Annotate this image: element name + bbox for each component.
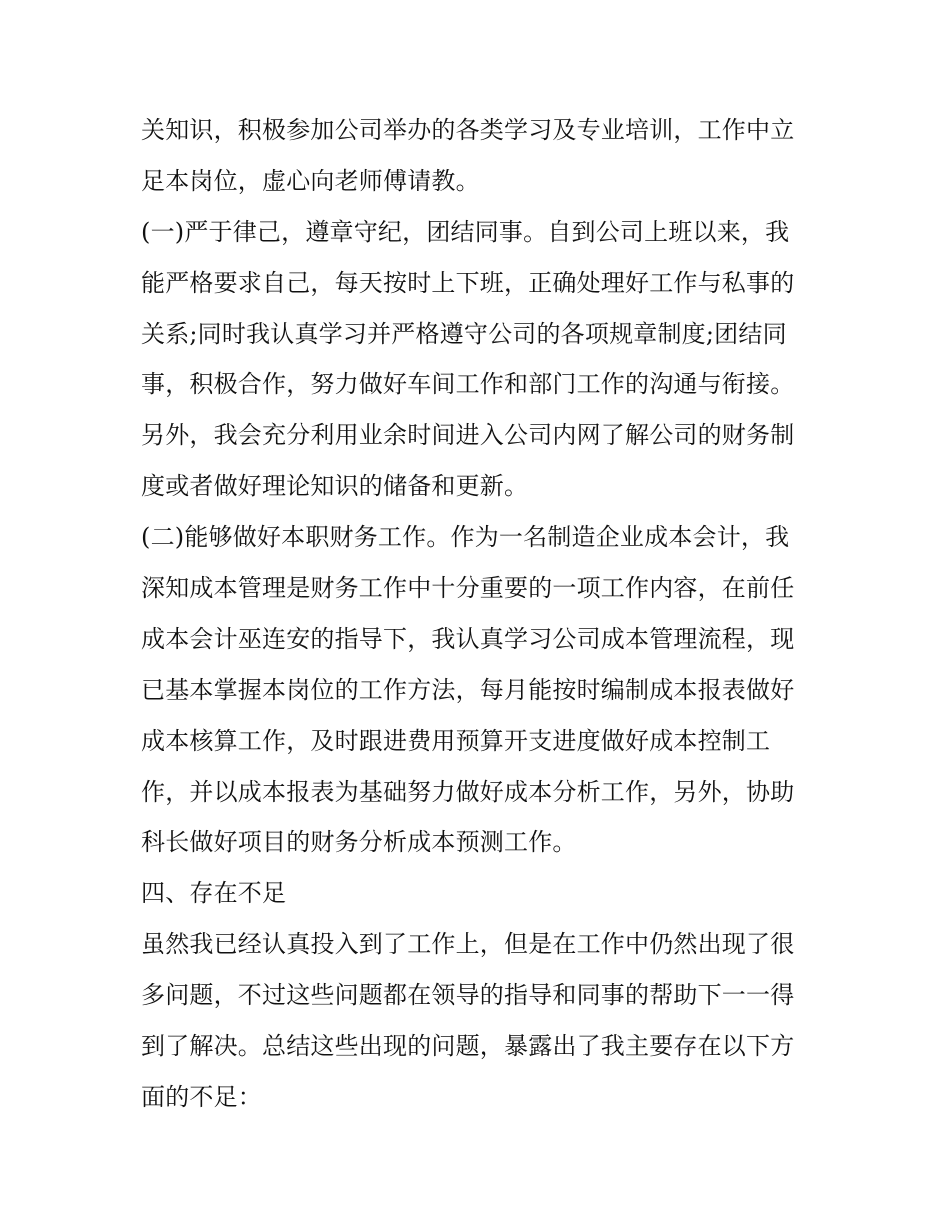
text-line: 成本会计巫连安的指导下，我认真学习公司成本管理流程，现: [141, 624, 795, 653]
text-line: 虽然我已经认真投入到了工作上，但是在工作中仍然出现了很: [141, 930, 795, 959]
section-paragraph-start: (一)严于律己，遵章守纪，团结同事。自到公司上班以来，我: [141, 217, 790, 246]
text-line: 多问题，不过这些问题都在领导的指导和同事的帮助下一一得: [141, 981, 795, 1010]
text-line: 能严格要求自己，每天按时上下班，正确处理好工作与私事的: [141, 268, 795, 297]
text-line: 深知成本管理是财务工作中十分重要的一项工作内容，在前任: [141, 574, 795, 603]
body-text: [141, 105, 821, 1123]
text-line: 作，并以成本报表为基础努力做好成本分析工作，另外，协助: [141, 777, 795, 806]
text-line: 科长做好项目的财务分析成本预测工作。: [141, 828, 577, 857]
text-line: 关系;同时我认真学习并严格遵守公司的各项规章制度;团结同: [141, 319, 787, 348]
text-line: 成本核算工作，及时跟进费用预算开支进度做好成本控制工: [141, 726, 771, 755]
text-line: 足本岗位，虚心向老师傅请教。: [141, 166, 480, 195]
text-line: 另外，我会充分利用业余时间进入公司内网了解公司的财务制: [141, 421, 795, 450]
text-line: 面的不足：: [141, 1082, 262, 1111]
text-line: 事，积极合作，努力做好车间工作和部门工作的沟通与衔接。: [141, 370, 795, 399]
text-line: 到了解决。总结这些出现的问题，暴露出了我主要存在以下方: [141, 1032, 795, 1061]
text-line: 关知识，积极参加公司举办的各类学习及专业培训，工作中立: [141, 116, 795, 144]
text-line: 已基本掌握本岗位的工作方法，每月能按时编制成本报表做好: [141, 675, 795, 704]
text-line: 度或者做好理论知识的储备和更新。: [141, 472, 529, 501]
section-paragraph-start: (二)能够做好本职财务工作。作为一名制造企业成本会计，我: [141, 523, 790, 552]
section-heading: 四、存在不足: [141, 879, 287, 908]
